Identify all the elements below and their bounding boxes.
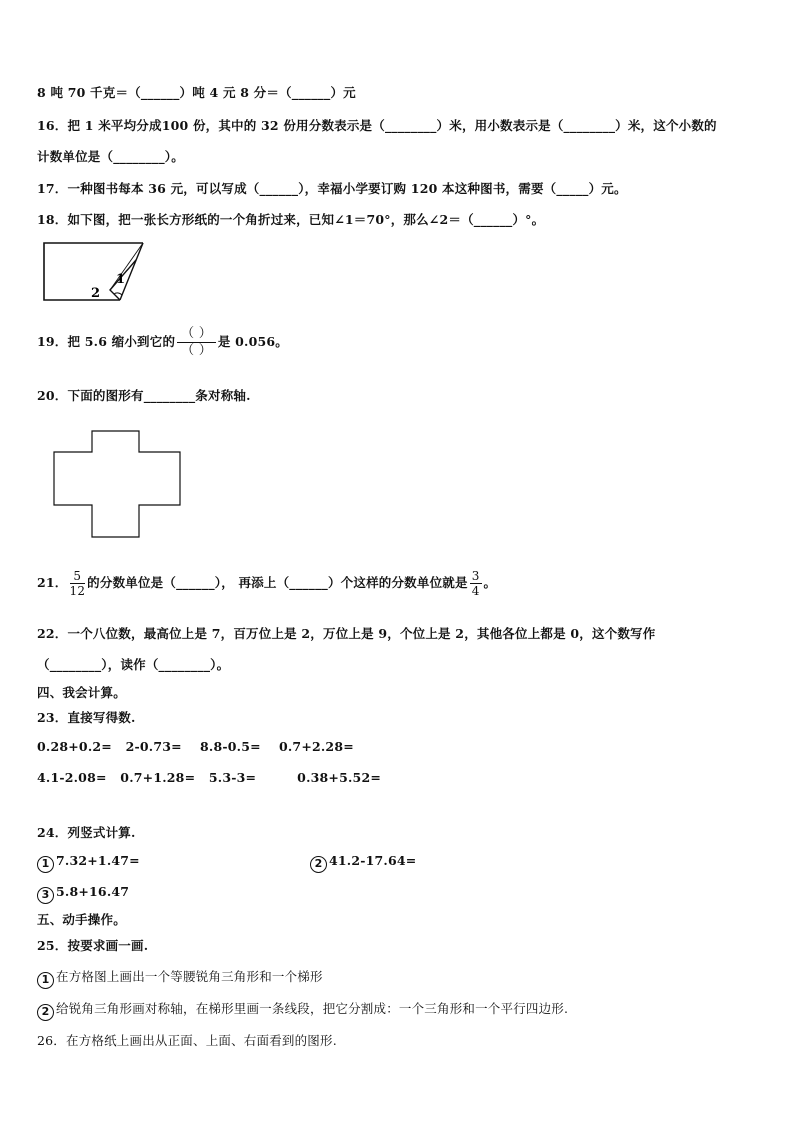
fraction-five-twelfths — [70, 569, 86, 598]
drawing-task-2 — [37, 999, 568, 1021]
question-16-line1: 16．把 1 米平均分成100 份，其中的 32 份用分数表示是（________）米，用小数表示是（________）米，这个小数的 — [37, 118, 717, 133]
question-22-line2: （________），读作（________）。 — [37, 657, 230, 672]
question-23: 23．直接写得数. — [37, 710, 136, 725]
section-5-heading: 五、动手操作。 — [37, 912, 126, 927]
drawing-task-1-text: 在方格图上画出一个等腰锐角三角形和一个梯形 — [56, 969, 323, 984]
mental-calc-row-1: 0.28+0.2= 2-0.73= 8.8-0.5= 0.7+2.28= — [37, 739, 354, 754]
fraction-numerator: （ ） — [177, 326, 216, 343]
angle-1-label: 1 — [116, 272, 126, 287]
angle-2-label: 2 — [91, 286, 101, 301]
vertical-calc-2-text: 41.2-17.64= — [329, 853, 417, 868]
vertical-calc-3 — [37, 884, 129, 904]
fraction-blank — [177, 326, 216, 359]
question-17: 17．一种图书每本 36 元，可以写成（______），幸福小学要订购 120 本这种图书，需要（_____）元。 — [37, 181, 627, 196]
drawing-task-1 — [37, 967, 323, 989]
question-19-prefix: 19．把 5.6 缩小到它的 — [37, 334, 176, 349]
question-25: 25．按要求画一画. — [37, 938, 149, 953]
circled-number-2: 2 — [310, 856, 327, 873]
circled-number-1: 1 — [37, 972, 54, 989]
question-19-suffix: 是 0.056。 — [217, 334, 288, 349]
folded-rectangle-figure — [38, 238, 158, 308]
vertical-calc-2 — [310, 853, 416, 873]
fraction-denominator: 12 — [69, 584, 86, 598]
circled-number-2: 2 — [37, 1004, 54, 1021]
question-24: 24．列竖式计算. — [37, 825, 136, 840]
vertical-calc-1-text: 7.32+1.47= — [56, 853, 140, 868]
question-21 — [37, 569, 496, 598]
vertical-calc-3-text: 5.8+16.47 — [56, 884, 130, 899]
question-18: 18．如下图，把一张长方形纸的一个角折过来，已知∠1＝70°，那么∠2＝（______）°。 — [37, 212, 545, 227]
cross-shape-figure — [50, 427, 190, 543]
circled-number-3: 3 — [37, 887, 54, 904]
fraction-numerator: 5 — [70, 569, 86, 584]
fraction-denominator: （ ） — [181, 343, 212, 358]
fraction-denominator: 4 — [471, 584, 480, 598]
question-22-line1: 22．一个八位数，最高位上是 7，百万位上是 2，万位上是 9，个位上是 2，其他各位上都是 0，这个数写作 — [37, 626, 656, 641]
question-20: 20．下面的图形有________条对称轴. — [37, 388, 251, 403]
fraction-three-quarters — [470, 569, 482, 598]
question-21-prefix: 21． — [37, 575, 68, 590]
circled-number-1: 1 — [37, 856, 54, 873]
question-19 — [37, 326, 288, 359]
drawing-task-2-text: 给锐角三角形画对称轴，在梯形里画一条线段，把它分割成：一个三角形和一个平行四边形. — [56, 1001, 569, 1016]
question-26: 26．在方格纸上画出从正面、上面、右面看到的图形. — [37, 1033, 337, 1048]
conversion-line: 8 吨 70 千克＝（______）吨 4 元 8 分＝（______）元 — [37, 85, 356, 100]
vertical-calc-1 — [37, 853, 140, 873]
mental-calc-row-2: 4.1-2.08= 0.7+1.28= 5.3-3= 0.38+5.52= — [37, 770, 382, 785]
section-4-heading: 四、我会计算。 — [37, 685, 126, 700]
question-16-line2: 计数单位是（________）。 — [37, 149, 184, 164]
question-21-suffix: 。 — [483, 575, 497, 590]
fraction-numerator: 3 — [471, 569, 480, 583]
question-21-middle: 的分数单位是（______）， 再添上（______）个这样的分数单位就是 — [87, 575, 468, 590]
